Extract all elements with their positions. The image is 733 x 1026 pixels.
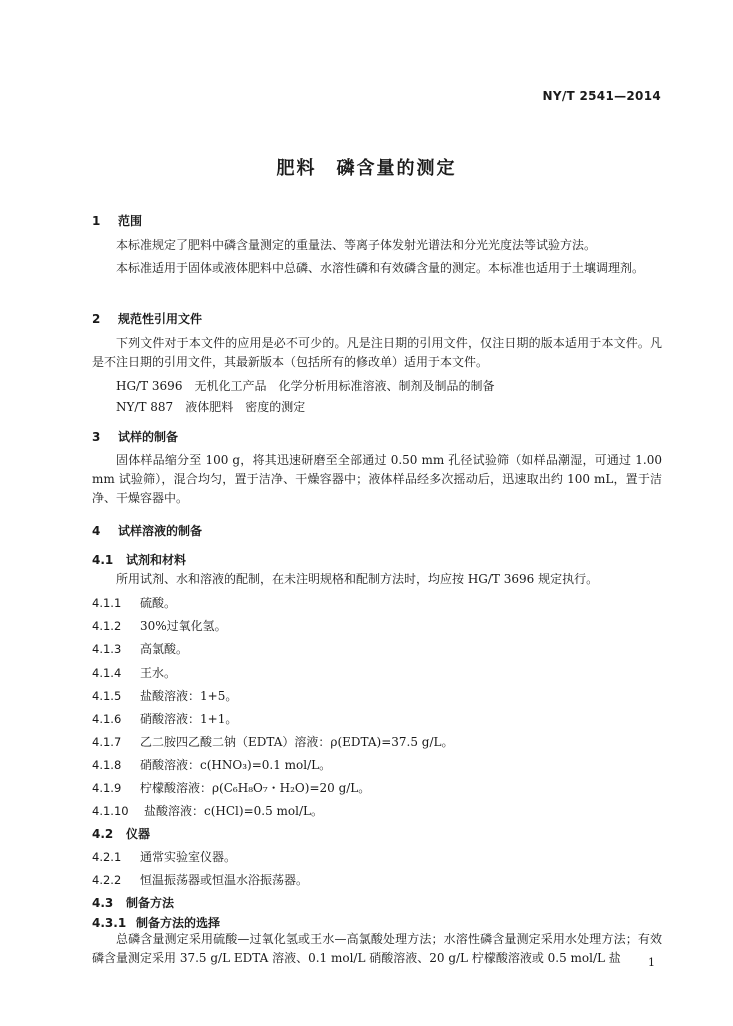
- section-2-paragraph-1: 下列文件对于本文件的应用是必不可少的。凡是注日期的引用文件，仅注日期的版本适用于本文件。凡是不注日期的引用文件，其最新版本（包括所有的修改单）适用于本文件。: [92, 336, 662, 369]
- list-item: [92, 733, 454, 750]
- section-4-1-heading: [92, 551, 186, 568]
- section-title: 制备方法: [126, 896, 175, 910]
- list-item: [92, 617, 227, 634]
- item-text: 硫酸。: [140, 596, 177, 610]
- list-item: [92, 756, 331, 773]
- item-number: 4.1.6: [92, 712, 122, 726]
- item-number: 4.2.2: [92, 873, 122, 887]
- item-text: 柠檬酸溶液：ρ(C₆H₈O₇・H₂O)=20 g/L。: [140, 781, 371, 795]
- item-number: 4.1.5: [92, 689, 122, 703]
- list-item: [92, 664, 176, 681]
- item-text: 乙二胺四乙酸二钠（EDTA）溶液：ρ(EDTA)=37.5 g/L。: [140, 735, 454, 749]
- section-number: 4.3: [92, 896, 114, 910]
- item-text: 硝酸溶液：c(HNO₃)=0.1 mol/L。: [140, 758, 332, 772]
- section-number: 2: [92, 312, 101, 326]
- section-title: 试样溶液的制备: [118, 524, 203, 538]
- section-number: 1: [92, 214, 101, 228]
- section-1-paragraph-2: 本标准适用于固体或液体肥料中总磷、水溶性磷和有效磷含量的测定。本标准也适用于土壤调理剂。: [116, 261, 645, 275]
- list-item: [92, 594, 176, 611]
- section-number: 3: [92, 430, 101, 444]
- item-number: 4.1.2: [92, 619, 122, 633]
- section-4-3-1-heading: [92, 914, 220, 931]
- item-number: 4.1.9: [92, 781, 122, 795]
- item-text: 高氯酸。: [140, 642, 189, 656]
- section-3-heading: [92, 428, 178, 445]
- section-2-heading: [92, 310, 202, 327]
- section-title: 仪器: [126, 827, 151, 841]
- list-item: [92, 640, 188, 657]
- list-item: [92, 802, 323, 819]
- reference-title: 无机化工产品 化学分析用标准溶液、制剂及制品的制备: [194, 379, 495, 393]
- section-1-heading: [92, 212, 142, 229]
- item-number: 4.1.10: [92, 804, 129, 818]
- section-4-1-paragraph: 所用试剂、水和溶液的配制，在未注明规格和配制方法时，均应按 HG/T 3696 规定执行。: [116, 572, 599, 586]
- item-number: 4.1.7: [92, 735, 122, 749]
- section-4-2-heading: [92, 825, 150, 842]
- section-title: 范围: [118, 214, 143, 228]
- item-text: 王水。: [140, 666, 177, 680]
- section-number: 4.1: [92, 553, 114, 567]
- list-item: [92, 779, 370, 796]
- item-text: 30%过氧化氢。: [140, 619, 227, 633]
- reference-code: HG/T 3696: [116, 379, 183, 393]
- item-text: 盐酸溶液：c(HCl)=0.5 mol/L。: [144, 804, 323, 818]
- page-number: 1: [648, 956, 655, 969]
- standard-code: NY/T 2541—2014: [542, 89, 661, 103]
- item-number: 4.1.1: [92, 596, 122, 610]
- section-title: 试剂和材料: [126, 553, 187, 567]
- list-item: [92, 848, 236, 865]
- item-number: 4.1.3: [92, 642, 122, 656]
- document-title: 肥料 磷含量的测定: [276, 158, 457, 179]
- reference-code: NY/T 887: [116, 400, 174, 414]
- reference-title: 液体肥料 密度的测定: [185, 400, 306, 414]
- item-number: 4.1.8: [92, 758, 122, 772]
- section-number: 4.2: [92, 827, 114, 841]
- item-number: 4.2.1: [92, 850, 122, 864]
- reference-item: [116, 398, 305, 415]
- list-item: [92, 687, 237, 704]
- section-title: 规范性引用文件: [118, 312, 203, 326]
- list-item: [92, 871, 308, 888]
- section-1-paragraph-1: 本标准规定了肥料中磷含量测定的重量法、等离子体发射光谱法和分光光度法等试验方法。: [116, 238, 597, 252]
- section-title: 试样的制备: [118, 430, 179, 444]
- section-number: 4.3.1: [92, 916, 127, 930]
- section-4-3-heading: [92, 894, 174, 911]
- item-text: 恒温振荡器或恒温水浴振荡器。: [140, 873, 309, 887]
- list-item: [92, 710, 237, 727]
- section-3-paragraph-1: 固体样品缩分至 100 g，将其迅速研磨至全部通过 0.50 mm 孔径试验筛（如样品潮湿，可通过 1.00 mm 试验筛），混合均匀，置于洁净、干燥容器中；液体样品经多次摇动后，迅速取出约 100 mL，置于洁净、干燥容器中。: [92, 453, 662, 505]
- section-title: 制备方法的选择: [136, 916, 221, 930]
- item-text: 通常实验室仪器。: [140, 850, 237, 864]
- section-4-3-1-paragraph: 总磷含量测定采用硫酸—过氧化氢或王水—高氯酸处理方法；水溶性磷含量测定采用水处理方法；有效磷含量测定采用 37.5 g/L EDTA 溶液、0.1 mol/L 硝酸溶液、20 g/L 柠檬酸溶液或 0.5 mol/L 盐: [92, 932, 662, 965]
- item-text: 盐酸溶液：1+5。: [140, 689, 238, 703]
- reference-item: [116, 377, 494, 394]
- item-number: 4.1.4: [92, 666, 122, 680]
- section-4-heading: [92, 522, 202, 539]
- section-number: 4: [92, 524, 101, 538]
- item-text: 硝酸溶液：1+1。: [140, 712, 238, 726]
